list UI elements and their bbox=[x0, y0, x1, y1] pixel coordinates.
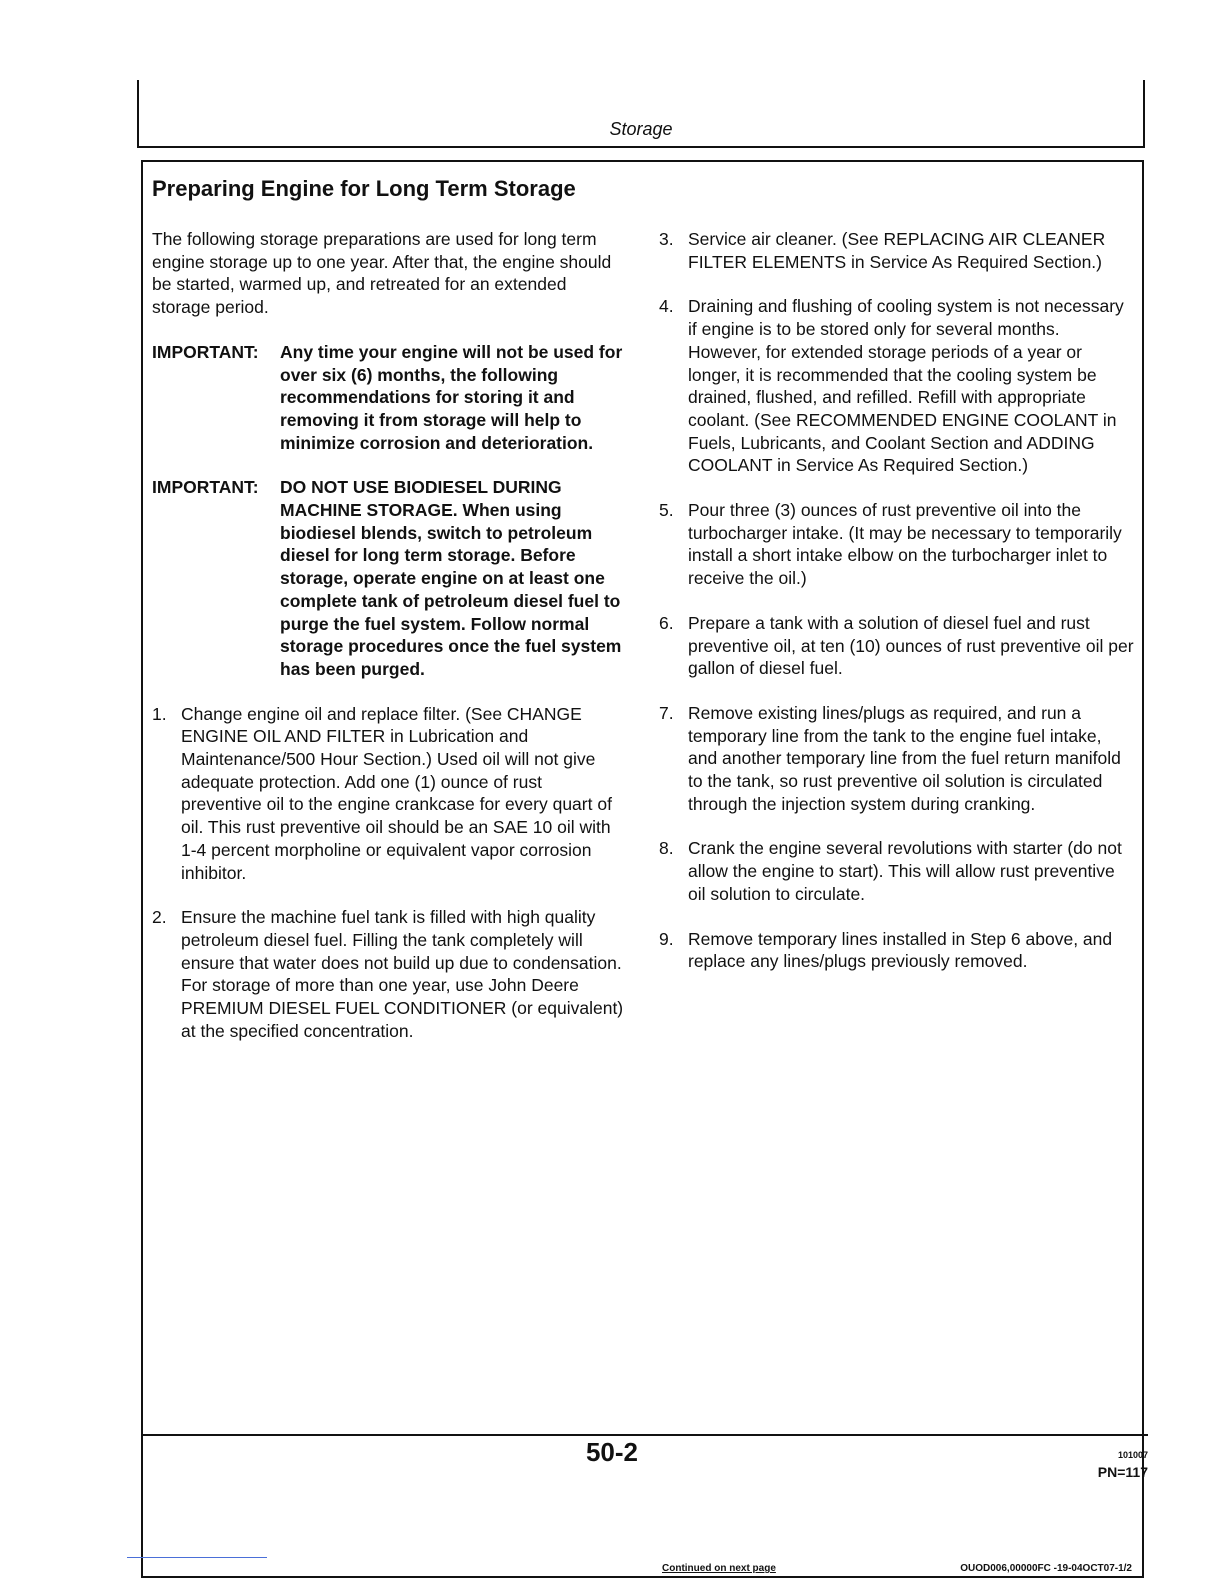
date-code: 101007 bbox=[1117, 1450, 1148, 1460]
page-number: 50-2 bbox=[585, 1437, 639, 1467]
step-text: Service air cleaner. (See REPLACING AIR CLEANER FILTER ELEMENTS in Service As Required Section.) bbox=[688, 229, 1106, 272]
important-label: IMPORTANT: bbox=[152, 477, 259, 498]
step-text: Change engine oil and replace filter. (See CHANGE ENGINE OIL AND FILTER in Lubrication and Maintenance/500 Hour Section.) Used oil will not give adequate protection. Add one (1) ounce of rust preventive oil to the engine crankcase for every quart of oil. This rust preventive oil should be an SAE 10 oil with 1-4 percent morpholine or equivalent vapor corrosion inhibitor. bbox=[181, 703, 612, 883]
step-item bbox=[659, 499, 1135, 590]
left-column bbox=[152, 228, 624, 1065]
step-text: Draining and flushing of cooling system is not necessary if engine is to be stored only for several months. However, for extended storage periods of a year or longer, it is recommended that the cooling system be drained, flushed, and refilled. Refill with appropriate coolant. (See RECOMMENDED ENGINE COOLANT in Fuels, Lubricants, and Coolant Section and ADDING COOLANT in Service As Required Section.) bbox=[688, 296, 1124, 476]
step-item bbox=[152, 703, 624, 885]
step-item bbox=[659, 295, 1135, 477]
step-text: Ensure the machine fuel tank is filled with high quality petroleum diesel fuel. Filling the tank completely will ensure that water does not build up due to condensation. For storage of more than one year, use John Deere PREMIUM DIESEL FUEL CONDITIONER (or equivalent) at the specified concentration. bbox=[181, 907, 624, 1041]
step-text: Remove temporary lines installed in Step 6 above, and replace any lines/plugs previously removed. bbox=[688, 928, 1113, 972]
step-number: 7. bbox=[659, 702, 674, 723]
box-footer bbox=[143, 1554, 1142, 1574]
important-text: Any time your engine will not be used for over six (6) months, the following recommendations for storing it and removing it from storage will help to minimize corrosion and deterioration. bbox=[280, 341, 623, 453]
right-column bbox=[659, 228, 1135, 995]
step-number: 8. bbox=[659, 838, 674, 859]
header-frame bbox=[137, 80, 1145, 148]
important-text: DO NOT USE BIODIESEL DURING MACHINE STORAGE. When using biodiesel blends, switch to petroleum diesel for long term storage. Before storage, operate engine on at least one complete tank of petroleum diesel fuel to purge the fuel system. Follow normal storage procedures once the fuel system has been purged. bbox=[280, 477, 622, 679]
step-text: Remove existing lines/plugs as required, and run a temporary line from the tank to the engine fuel intake, and another temporary line from the fuel return manifold to the tank, so rust preventive oil solution is circulated through the injection system during cranking. bbox=[688, 702, 1121, 814]
section-title: Preparing Engine for Long Term Storage bbox=[152, 176, 576, 201]
step-item bbox=[152, 906, 624, 1042]
step-item bbox=[659, 928, 1135, 973]
important-label: IMPORTANT: bbox=[152, 341, 259, 362]
step-item bbox=[659, 228, 1135, 273]
content-box bbox=[141, 160, 1144, 1578]
page-footer-rule bbox=[141, 1434, 1148, 1436]
step-text: Pour three (3) ounces of rust preventive oil into the turbocharger intake. (It may be necessary to temporarily install a short intake elbow on the turbocharger inlet to receive the oil.) bbox=[688, 500, 1122, 589]
step-text: Crank the engine several revolutions with starter (do not allow the engine to start). This will allow rust preventive oil solution to circulate. bbox=[688, 838, 1122, 904]
important-note bbox=[152, 341, 624, 455]
step-item bbox=[659, 837, 1135, 905]
header-title: Storage bbox=[609, 119, 673, 139]
important-note bbox=[152, 476, 624, 680]
continued-link[interactable]: Continued on next page bbox=[662, 1563, 776, 1574]
part-number: PN=117 bbox=[1097, 1464, 1148, 1480]
footnote-rule bbox=[127, 1557, 267, 1558]
step-number: 1. bbox=[152, 703, 167, 724]
step-number: 3. bbox=[659, 229, 674, 249]
step-number: 5. bbox=[659, 500, 674, 521]
step-number: 2. bbox=[152, 907, 167, 928]
document-code: OUOD006,00000FC -19-04OCT07-1/2 bbox=[960, 1563, 1132, 1574]
step-number: 9. bbox=[659, 928, 674, 949]
step-item bbox=[659, 702, 1135, 816]
step-text: Prepare a tank with a solution of diesel fuel and rust preventive oil, at ten (10) ounces of rust preventive oil per gallon of diesel fuel. bbox=[688, 612, 1134, 679]
step-number: 4. bbox=[659, 296, 674, 317]
step-item bbox=[659, 612, 1135, 680]
intro-paragraph: The following storage preparations are used for long term engine storage up to one year. After that, the engine should be started, warmed up, and retreated for an extended storage period. bbox=[152, 229, 612, 318]
step-number: 6. bbox=[659, 612, 674, 633]
